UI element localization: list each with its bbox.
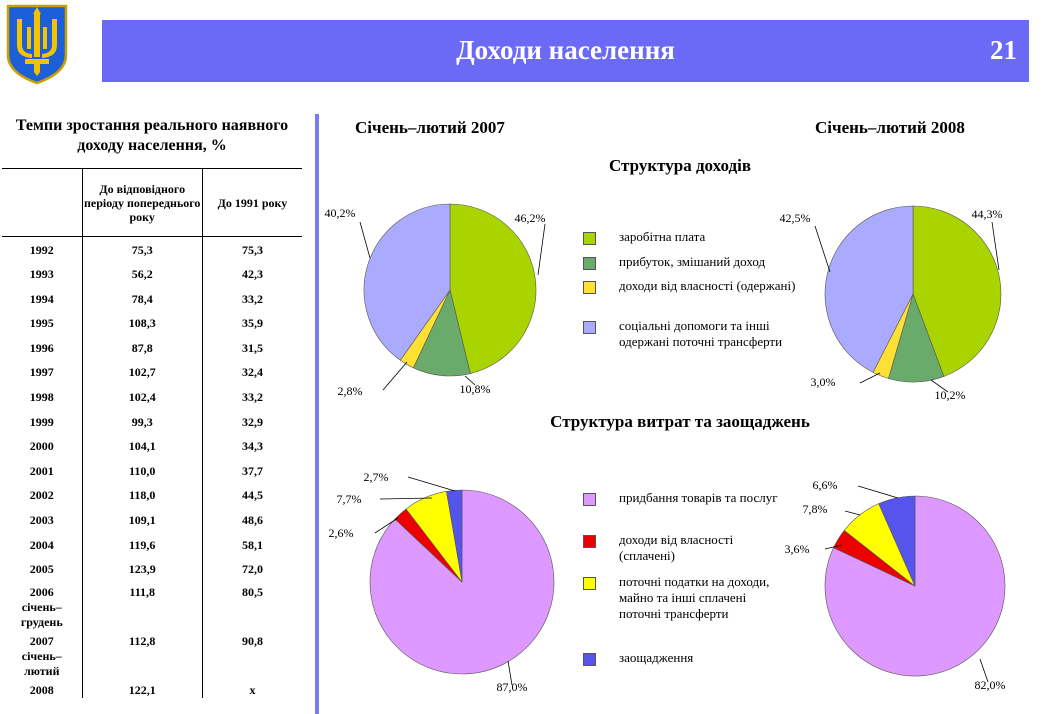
row-year: 1995 bbox=[29, 316, 54, 331]
row-year-line: грудень bbox=[20, 614, 63, 629]
row-year-line: січень– bbox=[21, 599, 62, 614]
row-year: 2005 bbox=[29, 562, 54, 577]
period-left: Січень–лютий 2007 bbox=[355, 118, 505, 137]
row-year: 1997 bbox=[29, 365, 54, 380]
legend-label: заощадження bbox=[619, 650, 694, 665]
row-value-base: 90,8 bbox=[241, 633, 263, 648]
row-value-base: 35,9 bbox=[241, 316, 263, 331]
row-value-base: 31,5 bbox=[241, 340, 263, 355]
row-year: 2000 bbox=[29, 439, 54, 454]
pie-data-label: 2,6% bbox=[328, 526, 354, 540]
legend-label: заробітна плата bbox=[619, 229, 706, 244]
row-year: 1992 bbox=[29, 243, 54, 257]
leader-line bbox=[408, 477, 455, 491]
pie-chart-4 bbox=[785, 478, 1006, 692]
pie-data-label: 40,2% bbox=[324, 206, 356, 220]
page-title: Доходи населення bbox=[456, 35, 675, 65]
leader-line bbox=[845, 511, 860, 515]
leader-line bbox=[815, 226, 830, 272]
row-value-base: 34,3 bbox=[241, 439, 263, 454]
row-year: 2003 bbox=[29, 513, 54, 528]
row-value-prev: 102,7 bbox=[82, 359, 202, 384]
row-year: 1996 bbox=[29, 340, 54, 355]
leader-line bbox=[383, 362, 407, 390]
pie-data-label: 82,0% bbox=[974, 678, 1006, 692]
row-value-prev: 56,2 bbox=[82, 261, 202, 286]
row-value-base: 33,2 bbox=[241, 390, 263, 405]
pie-data-label: 44,3% bbox=[971, 207, 1003, 221]
legend-label: соціальні допомоги та інші одержані поточні трансферти bbox=[619, 318, 783, 349]
row-value-prev: 75,3 bbox=[82, 237, 202, 262]
row-value-base: 32,4 bbox=[241, 365, 263, 380]
row-value-base: x bbox=[249, 682, 256, 697]
row-year: 1999 bbox=[29, 414, 54, 429]
row-value-prev: 112,8 bbox=[82, 630, 202, 679]
row-value-base: 32,9 bbox=[241, 414, 263, 429]
pie-data-label: 46,2% bbox=[514, 211, 546, 225]
leader-line bbox=[860, 373, 880, 383]
row-value-base: 48,6 bbox=[241, 513, 263, 528]
row-year-line: 2008 bbox=[29, 682, 54, 697]
period-right: Січень–лютий 2008 bbox=[815, 118, 965, 137]
row-value-prev: 123,9 bbox=[82, 556, 202, 581]
pie-chart-1 bbox=[325, 204, 546, 398]
leader-line bbox=[538, 224, 545, 275]
pie-data-label: 7,7% bbox=[336, 492, 362, 506]
row-value-base: 33,2 bbox=[241, 291, 263, 306]
pie-data-label: 7,8% bbox=[802, 502, 828, 516]
row-year-line: 2007 bbox=[29, 633, 54, 648]
pie-data-label: 3,6% bbox=[784, 542, 810, 556]
row-value-base: 80,5 bbox=[241, 584, 263, 599]
row-value-prev: 108,3 bbox=[82, 310, 202, 335]
row-value-prev: 111,8 bbox=[82, 581, 202, 630]
pie-data-label: 42,5% bbox=[779, 211, 811, 225]
row-value-base: 72,0 bbox=[241, 562, 263, 577]
row-value-base: 37,7 bbox=[241, 463, 263, 478]
legend-label: поточні податки на доходи, майно та інші сплачені поточні трансферти bbox=[619, 574, 770, 621]
row-value-prev: 104,1 bbox=[82, 433, 202, 458]
row-year: 2004 bbox=[29, 537, 54, 552]
expense-section-title: Структура витрат та заощаджень bbox=[550, 412, 810, 431]
row-year: 2002 bbox=[29, 488, 54, 503]
row-value-prev: 78,4 bbox=[82, 286, 202, 311]
row-value-prev: 110,0 bbox=[82, 458, 202, 483]
pie-data-label: 2,7% bbox=[363, 470, 389, 484]
legend-label: придбання товарів та послуг bbox=[619, 490, 778, 505]
row-value-base: 42,3 bbox=[241, 267, 263, 282]
row-value-prev: 99,3 bbox=[82, 409, 202, 434]
pie-data-label: 3,0% bbox=[810, 375, 836, 389]
row-value-prev: 87,8 bbox=[82, 335, 202, 360]
row-value-prev: 119,6 bbox=[82, 532, 202, 557]
row-value-base: 44,5 bbox=[241, 488, 263, 503]
row-value-prev: 102,4 bbox=[82, 384, 202, 409]
pie-data-label: 6,6% bbox=[812, 478, 838, 492]
row-year: 1994 bbox=[29, 291, 54, 306]
row-year: 1998 bbox=[29, 390, 54, 405]
pie-chart-2 bbox=[780, 206, 1003, 402]
pie-data-label: 2,8% bbox=[337, 384, 363, 398]
legend-label: доходи від власності (сплачені) bbox=[619, 532, 734, 563]
leader-line bbox=[360, 222, 370, 258]
row-value-prev: 122,1 bbox=[82, 679, 202, 698]
row-year-line: 2006 bbox=[29, 584, 54, 599]
row-year-line: лютий bbox=[24, 663, 60, 678]
pie-chart-3 bbox=[329, 470, 554, 694]
row-value-base: 58,1 bbox=[241, 537, 263, 552]
row-year-line: січень– bbox=[21, 648, 62, 663]
row-value-prev: 109,1 bbox=[82, 507, 202, 532]
row-value-prev: 118,0 bbox=[82, 482, 202, 507]
pie-data-label: 10,2% bbox=[934, 388, 966, 402]
row-year: 1993 bbox=[29, 267, 54, 282]
row-year: 2001 bbox=[29, 463, 54, 478]
table-title: Темпи зростання реального наявного доходу населення, % bbox=[15, 117, 289, 154]
legend-label: прибуток, змішаний доход bbox=[619, 254, 766, 269]
page-number: 21 bbox=[990, 35, 1017, 65]
row-value-base: 75,3 bbox=[241, 243, 263, 257]
pie-data-label: 87,0% bbox=[496, 680, 528, 694]
leader-line bbox=[858, 486, 898, 498]
income-section-title: Структура доходів bbox=[608, 156, 751, 175]
pie-data-label: 10,8% bbox=[459, 382, 491, 396]
column-header-base: До 1991 року bbox=[202, 169, 302, 237]
column-header-prev: До відповідного періоду попереднього року bbox=[82, 169, 202, 237]
legend-label: доходи від власності (одержані) bbox=[619, 278, 796, 293]
